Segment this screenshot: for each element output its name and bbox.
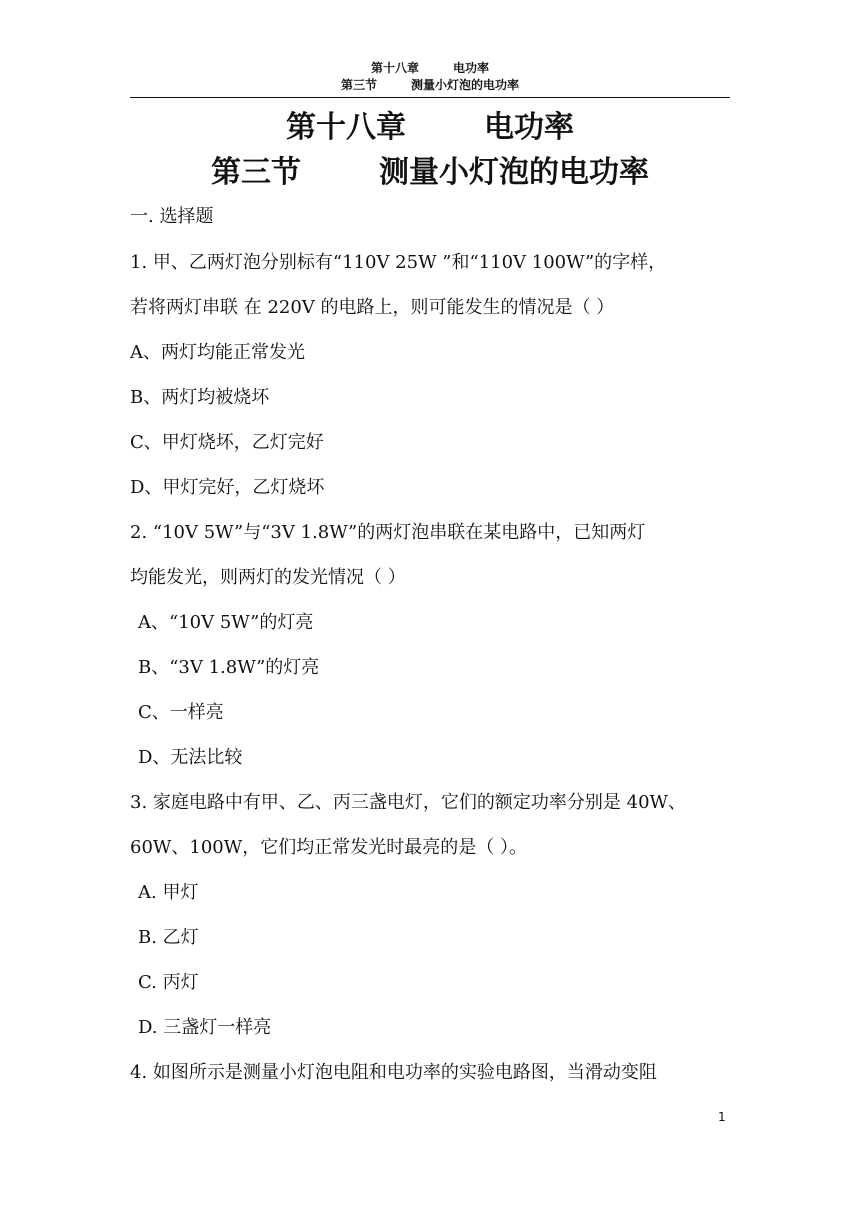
question-2-option-a: A、“10V 5W”的灯亮: [138, 612, 314, 633]
section-title-topic: 测量小灯泡的电功率: [379, 155, 649, 190]
page-number: 1: [718, 1110, 726, 1124]
question-3-option-c: C. 丙灯: [138, 972, 199, 993]
question-1-line-2: 若将两灯串联 在 220V 的电路上，则可能发生的情况是（ ）: [130, 297, 615, 318]
question-4-line-1: 4. 如图所示是测量小灯泡电阻和电功率的实验电路图，当滑动变阻: [130, 1062, 657, 1083]
question-3-option-b: B. 乙灯: [138, 927, 199, 948]
running-header-section-topic: 测量小灯泡的电功率: [411, 78, 520, 92]
running-header-chapter-topic: 电功率: [453, 61, 490, 75]
running-header-line-2: [130, 77, 730, 94]
section-title: [130, 153, 730, 193]
running-header: [130, 60, 730, 94]
question-2-option-c: C、一样亮: [138, 702, 224, 723]
question-1-option-c: C、甲灯烧坏，乙灯完好: [130, 432, 324, 453]
question-3-line-2: 60W、100W，它们均正常发光时最亮的是（ ）。: [130, 837, 527, 858]
header-rule: [130, 97, 730, 98]
chapter-title-number: 第十八章: [286, 110, 406, 145]
question-1-option-a: A、两灯均能正常发光: [130, 342, 305, 363]
question-2-option-b: B、“3V 1.8W”的灯亮: [138, 657, 320, 678]
question-3-line-1: 3. 家庭电路中有甲、乙、丙三盏电灯，它们的额定功率分别是 40W、: [130, 792, 687, 813]
running-header-chapter: 第十八章: [370, 61, 419, 75]
question-2-line-1: 2. “10V 5W”与“3V 1.8W”的两灯泡串联在某电路中，已知两灯: [130, 522, 646, 543]
chapter-title: [130, 108, 730, 148]
section-title-number: 第三节: [211, 155, 301, 190]
running-header-section: 第三节: [340, 78, 377, 92]
question-3-option-a: A. 甲灯: [138, 882, 199, 903]
chapter-title-topic: 电功率: [484, 110, 574, 145]
question-2-option-d: D、无法比较: [138, 747, 243, 768]
running-header-line-1: [130, 60, 730, 77]
question-1-option-b: B、两灯均被烧坏: [130, 387, 270, 408]
section-heading: 一. 选择题: [130, 206, 214, 227]
question-2-line-2: 均能发光，则两灯的发光情况（ ）: [130, 567, 406, 588]
question-1-line-1: 1. 甲、乙两灯泡分别标有“110V 25W ”和“110V 100W”的字样，: [130, 252, 667, 273]
question-1-option-d: D、甲灯完好，乙灯烧坏: [130, 477, 325, 498]
question-3-option-d: D. 三盏灯一样亮: [138, 1017, 272, 1038]
